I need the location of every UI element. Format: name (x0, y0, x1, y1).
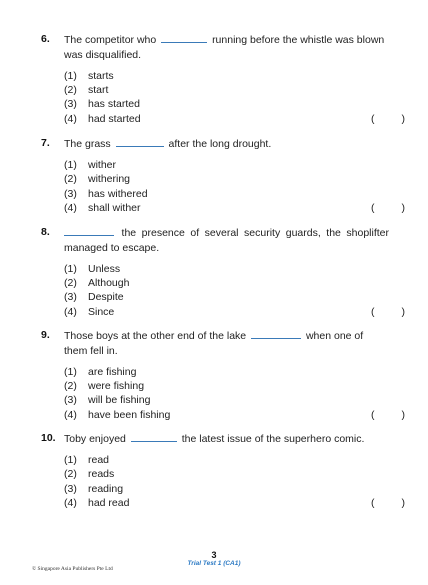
option-1 (64, 69, 389, 83)
option-text: have been fishing (88, 408, 171, 421)
option-4 (64, 496, 405, 510)
option-number: (2) (64, 173, 77, 186)
option-3 (64, 97, 389, 111)
option-number: (1) (64, 365, 77, 378)
option-number: (1) (64, 158, 77, 171)
answer-blank (64, 227, 114, 236)
answer-box-close: ) (401, 408, 405, 421)
question-number: 10. (41, 432, 56, 444)
answer-blank (251, 330, 301, 339)
option-text: reads (88, 468, 115, 481)
option-number: (1) (64, 69, 77, 82)
option-text: Unless (88, 262, 121, 275)
option-number: (4) (64, 496, 77, 509)
option-3 (64, 393, 389, 407)
option-text: withering (88, 173, 131, 186)
answer-blank (131, 433, 177, 442)
option-number: (2) (64, 468, 77, 481)
option-number: (2) (64, 83, 77, 96)
option-number: (3) (64, 394, 77, 407)
question-number: 9. (41, 329, 50, 341)
option-list (64, 158, 405, 216)
question-number: 7. (41, 137, 50, 149)
stem-after: the latest issue of the superhero comic. (181, 433, 365, 445)
option-number: (4) (64, 201, 77, 214)
answer-blank (161, 34, 207, 43)
option-1 (64, 262, 389, 276)
option-number: (1) (64, 262, 77, 275)
question-7 (41, 137, 405, 215)
option-text: Although (88, 276, 130, 289)
option-number: (2) (64, 379, 77, 392)
stem-before: The grass (64, 138, 111, 150)
option-list (64, 262, 405, 320)
option-1 (64, 365, 389, 379)
option-1 (64, 453, 389, 467)
option-2 (64, 467, 389, 481)
option-text: shall wither (88, 201, 141, 214)
question-10 (41, 432, 405, 510)
question-stem (64, 33, 389, 63)
answer-box-close: ) (401, 496, 405, 509)
question-number: 6. (41, 33, 50, 45)
option-2 (64, 276, 389, 290)
option-text: has withered (88, 187, 148, 200)
option-text: Since (88, 305, 115, 318)
answer-box-open: ( (371, 112, 375, 125)
option-1 (64, 158, 389, 172)
option-4 (64, 408, 405, 422)
stem-before: Those boys at the other end of the lake (64, 330, 247, 342)
option-text: will be fishing (88, 394, 151, 407)
option-3 (64, 482, 389, 496)
stem-after: after the long drought. (168, 138, 272, 150)
question-number: 8. (41, 226, 50, 238)
answer-blank (116, 138, 164, 147)
option-text: reading (88, 482, 124, 495)
option-2 (64, 379, 389, 393)
option-4 (64, 112, 405, 126)
option-4 (64, 201, 405, 215)
option-text: Despite (88, 291, 124, 304)
option-text: has started (88, 98, 140, 111)
answer-box-close: ) (401, 112, 405, 125)
stem-after: running before the whistle was blown was disqualified. (64, 34, 385, 61)
stem-after: the presence of several security guards, the shoplifter managed to escape. (64, 227, 389, 254)
option-text: start (88, 83, 109, 96)
answer-box-open: ( (371, 408, 375, 421)
option-text: starts (88, 69, 114, 82)
option-list (64, 69, 405, 127)
option-number: (3) (64, 187, 77, 200)
question-6 (41, 33, 405, 126)
question-stem (64, 137, 389, 152)
option-text: read (88, 453, 110, 466)
answer-box-close: ) (401, 201, 405, 214)
question-stem (64, 432, 389, 447)
option-3 (64, 290, 389, 304)
option-text: wither (88, 158, 117, 171)
option-number: (3) (64, 98, 77, 111)
option-4 (64, 305, 405, 319)
option-3 (64, 187, 389, 201)
question-stem (64, 329, 389, 359)
option-text: had started (88, 112, 141, 125)
option-number: (4) (64, 305, 77, 318)
copyright-notice: © Singapore Asia Publishers Pte Ltd (32, 566, 113, 572)
option-text: are fishing (88, 365, 137, 378)
answer-box-close: ) (401, 305, 405, 318)
option-list (64, 365, 405, 423)
stem-before: The competitor who (64, 34, 157, 46)
question-9 (41, 329, 405, 422)
option-list (64, 453, 405, 511)
question-stem (64, 226, 389, 256)
page-number: 3 (211, 550, 217, 560)
option-number: (2) (64, 276, 77, 289)
option-number: (4) (64, 112, 77, 125)
option-text: were fishing (88, 379, 145, 392)
option-number: (1) (64, 453, 77, 466)
answer-box-open: ( (371, 496, 375, 509)
answer-box-open: ( (371, 201, 375, 214)
question-8 (41, 226, 405, 319)
stem-before: Toby enjoyed (64, 433, 126, 445)
option-number: (3) (64, 482, 77, 495)
answer-box-open: ( (371, 305, 375, 318)
option-text: had read (88, 496, 130, 509)
option-2 (64, 172, 389, 186)
option-number: (3) (64, 291, 77, 304)
option-number: (4) (64, 408, 77, 421)
test-name: Trial Test 1 (CA1) (187, 560, 241, 567)
option-2 (64, 83, 389, 97)
stem-after: when one of them fell in. (64, 330, 364, 357)
